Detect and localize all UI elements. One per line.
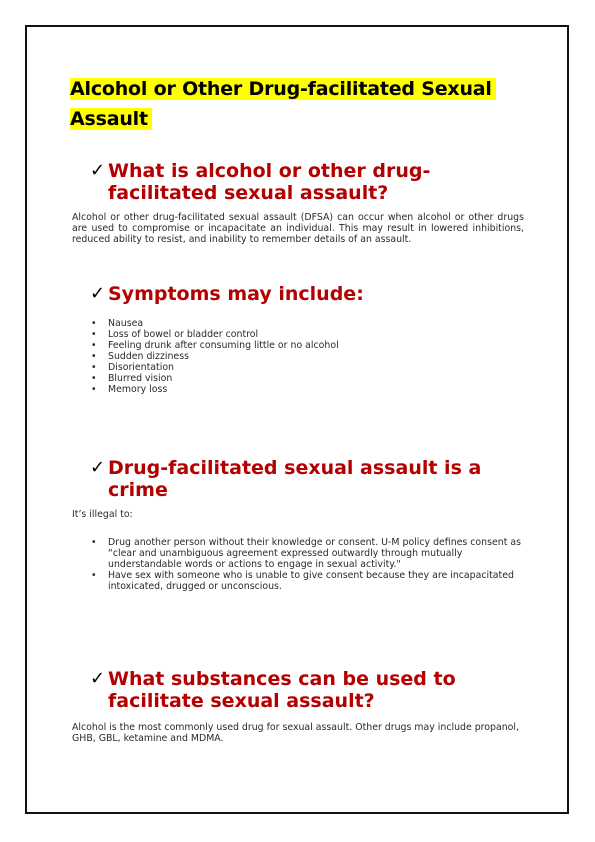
list-item: • Nausea xyxy=(91,318,144,329)
checkmark-icon: ✓ xyxy=(90,160,106,181)
bullet-icon: • xyxy=(91,340,97,351)
list-item: • Sudden dizziness xyxy=(91,351,189,362)
list-item: • Feeling drunk after consuming little or no alcohol xyxy=(91,340,339,351)
bullet-icon: • xyxy=(91,329,97,340)
illegal-intro: It’s illegal to: xyxy=(72,509,133,520)
heading-what-is-dfsa: ✓ What is alcohol or other drug-facilitated sexual assault? xyxy=(90,160,431,204)
list-item: • Drug another person without their knowledge or consent. U-M policy defines consent as “clear and unambiguous agreement expressed outwardly through mutually understandable words or actions to engage in sexual activity." xyxy=(91,537,521,570)
heading-symptoms: ✓ Symptoms may include: xyxy=(90,283,364,305)
bullet-icon: • xyxy=(91,537,97,548)
bullet-icon: • xyxy=(91,373,97,384)
dfsa-definition: Alcohol or other drug-facilitated sexual assault (DFSA) can occur when alcohol or other drugs are used to compromise or incapacitate an individual. This may result in lowered inhibitions, reduced ability to resist, and inability to remember details of an assault. xyxy=(72,212,524,245)
list-item: • Memory loss xyxy=(91,384,168,395)
list-item: • Loss of bowel or bladder control xyxy=(91,329,259,340)
checkmark-icon: ✓ xyxy=(90,668,106,689)
list-item: • Disorientation xyxy=(91,362,174,373)
bullet-icon: • xyxy=(91,384,97,395)
checkmark-icon: ✓ xyxy=(90,457,106,478)
symptoms-list xyxy=(91,318,491,395)
heading-dfsa-crime: ✓ Drug-facilitated sexual assault is a crime xyxy=(90,457,482,501)
heading-substances: ✓ What substances can be used to facilitate sexual assault? xyxy=(90,668,456,712)
list-item: • Have sex with someone who is unable to give consent because they are incapacitated intoxicated, drugged or unconscious. xyxy=(91,570,514,592)
checkmark-icon: ✓ xyxy=(90,283,106,304)
substances-description: Alcohol is the most commonly used drug for sexual assault. Other drugs may include propanol, GHB, GBL, ketamine and MDMA. xyxy=(72,722,520,744)
list-item: • Blurred vision xyxy=(91,373,173,384)
page-title: Alcohol or Other Drug-facilitated Sexual Assault xyxy=(70,74,500,134)
bullet-icon: • xyxy=(91,362,97,373)
bullet-icon: • xyxy=(91,351,97,362)
bullet-icon: • xyxy=(91,318,97,329)
illegal-acts-list xyxy=(91,537,525,592)
bullet-icon: • xyxy=(91,570,97,581)
